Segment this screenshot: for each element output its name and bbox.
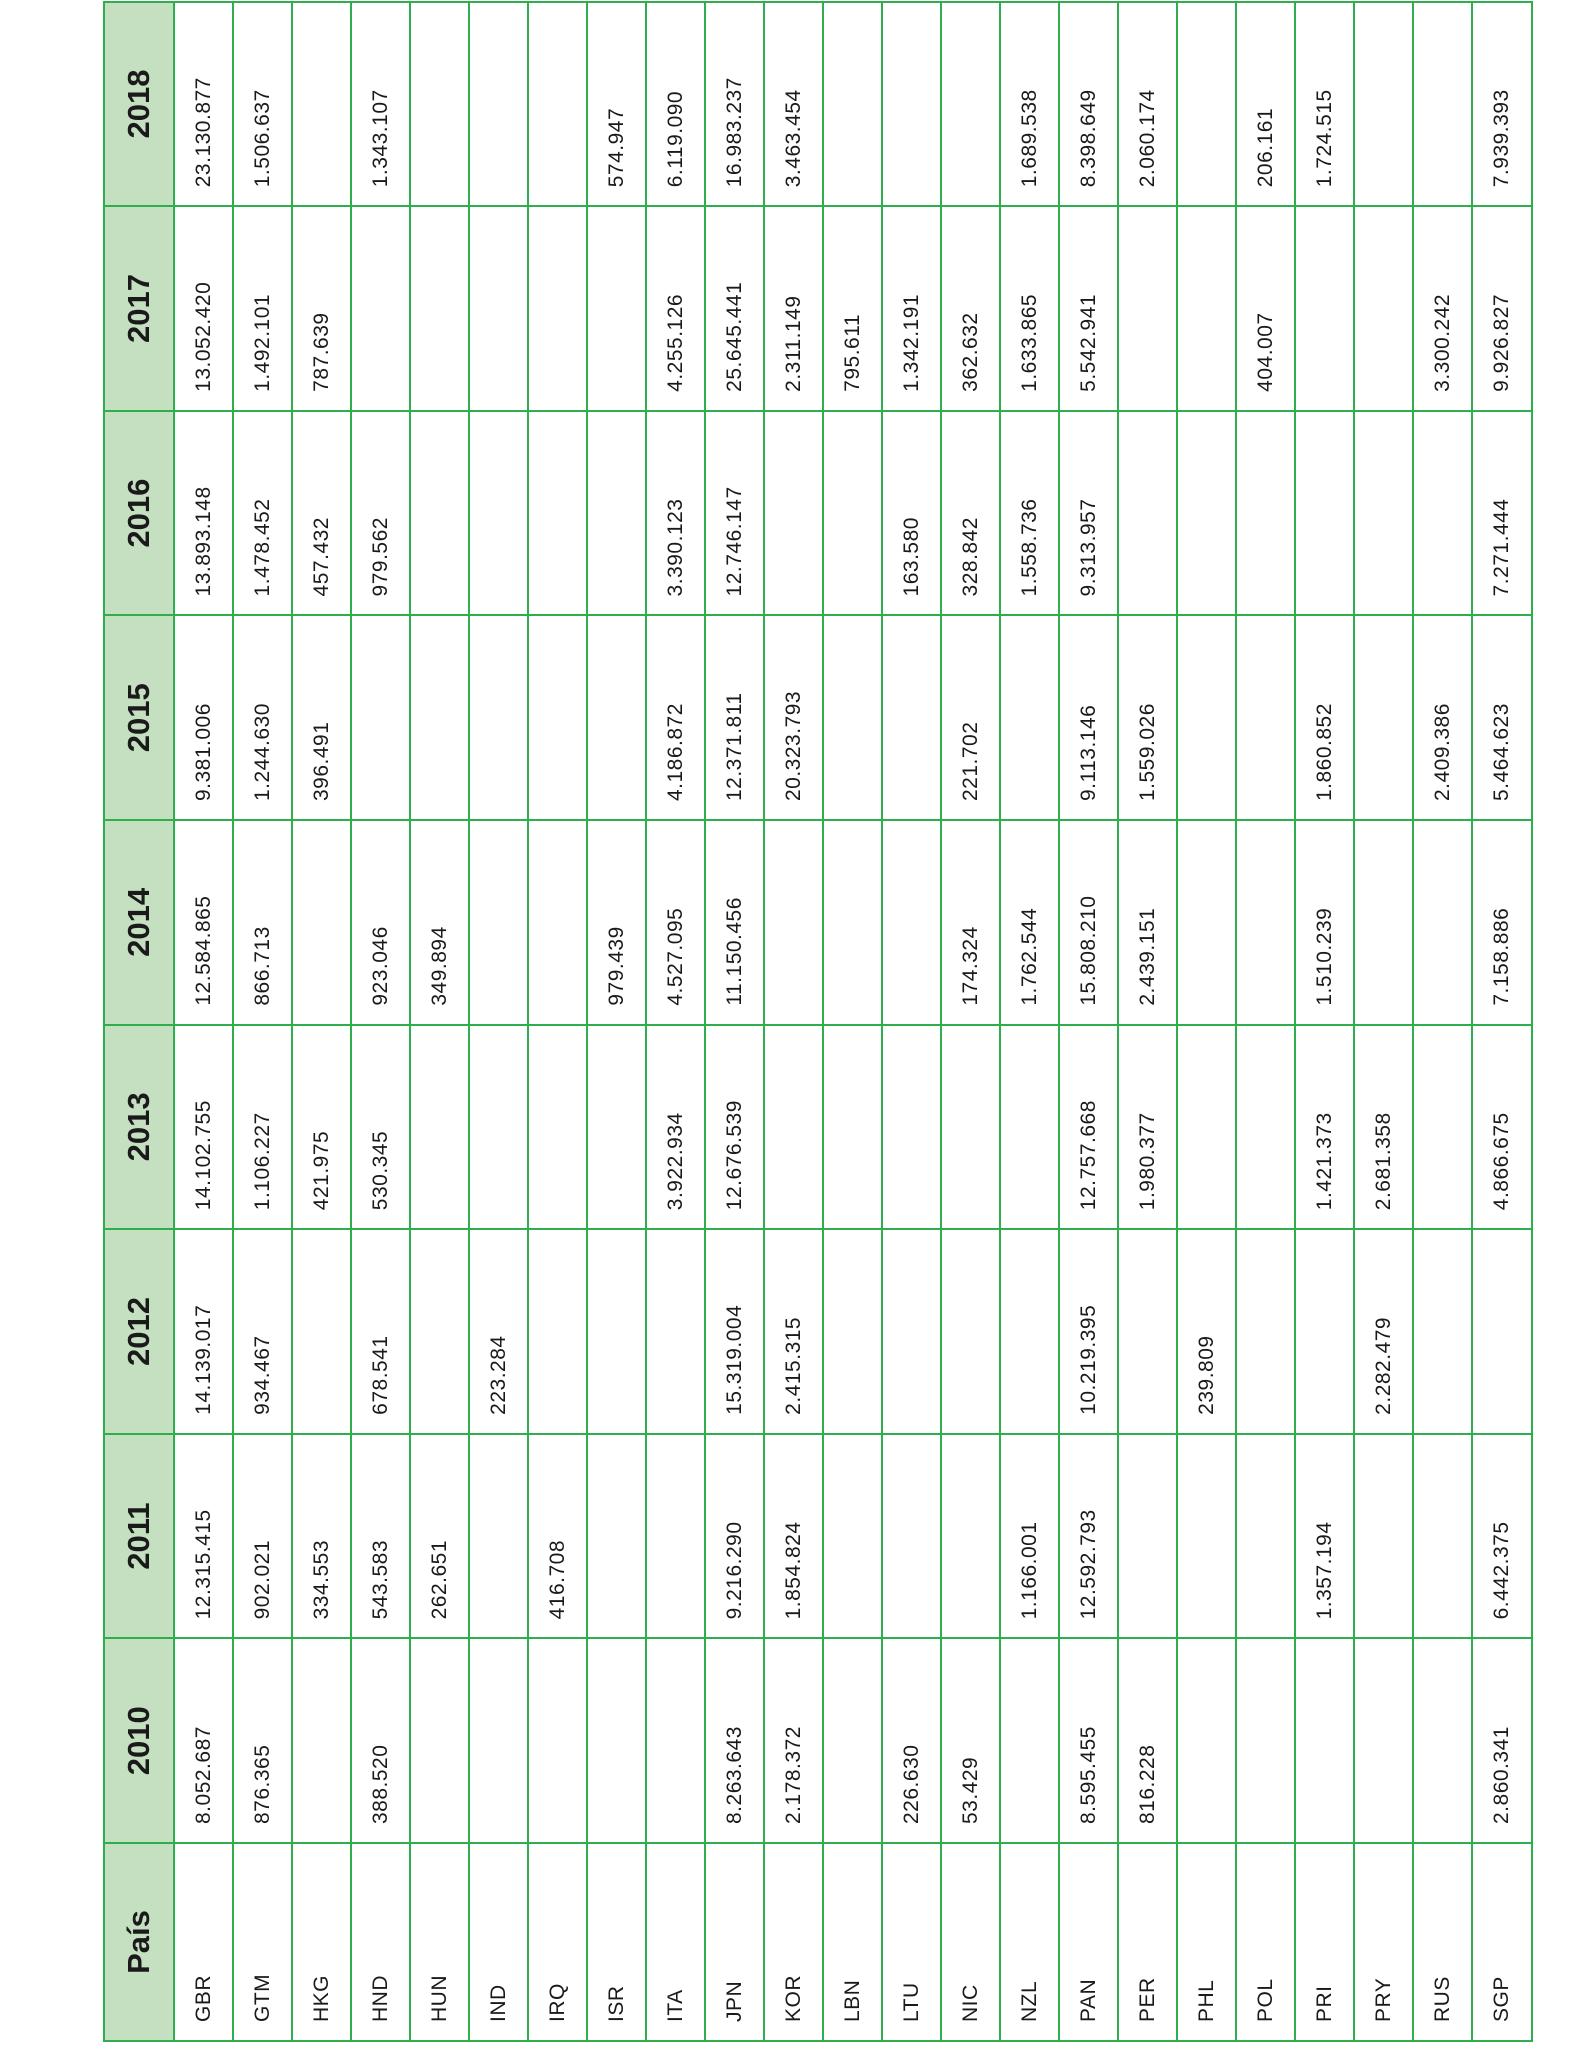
header-cell-year: 2012 [104,1229,174,1434]
value-cell [351,615,410,820]
header-cell-year: 2013 [104,1025,174,1230]
value-cell: 8.263.643 [705,1638,764,1843]
value-cell: 4.255.126 [646,206,705,411]
value-cell: 8.052.687 [174,1638,233,1843]
value-cell [882,820,941,1025]
country-year-table [103,1,1533,2042]
value-cell: 396.491 [292,615,351,820]
value-cell: 13.052.420 [174,206,233,411]
value-cell [1177,411,1236,616]
value-cell [528,615,587,820]
value-cell: 20.323.793 [764,615,823,820]
value-cell [882,1025,941,1230]
value-cell [823,615,882,820]
value-cell: 1.343.107 [351,2,410,207]
country-code-cell: HUN [410,1843,469,2041]
value-cell: 787.639 [292,206,351,411]
value-cell: 678.541 [351,1229,410,1434]
value-cell [1413,411,1472,616]
header-cell-year: 2011 [104,1434,174,1639]
value-cell: 816.228 [1118,1638,1177,1843]
value-cell: 13.893.148 [174,411,233,616]
value-cell: 1.854.824 [764,1434,823,1639]
value-cell: 5.542.941 [1059,206,1118,411]
value-cell: 7.158.886 [1472,820,1532,1025]
table-row [587,2,646,2041]
country-code-cell: KOR [764,1843,823,2041]
value-cell [1000,1025,1059,1230]
value-cell: 221.702 [941,615,1000,820]
value-cell: 10.219.395 [1059,1229,1118,1434]
value-cell [1354,615,1413,820]
header-cell-year: 2015 [104,615,174,820]
value-cell: 15.808.210 [1059,820,1118,1025]
value-cell: 530.345 [351,1025,410,1230]
value-cell: 2.860.341 [1472,1638,1532,1843]
value-cell: 416.708 [528,1434,587,1639]
value-cell: 457.432 [292,411,351,616]
country-code-cell: ISR [587,1843,646,2041]
value-cell [823,411,882,616]
value-cell: 9.216.290 [705,1434,764,1639]
table-row [941,2,1000,2041]
value-cell [469,411,528,616]
country-code-cell: LTU [882,1843,941,2041]
country-code-cell: HND [351,1843,410,2041]
value-cell: 3.922.934 [646,1025,705,1230]
value-cell: 2.409.386 [1413,615,1472,820]
value-cell: 349.894 [410,820,469,1025]
header-cell-year: 2016 [104,411,174,616]
value-cell: 11.150.456 [705,820,764,1025]
value-cell [1295,1229,1354,1434]
country-code-cell: PER [1118,1843,1177,2041]
value-cell: 12.592.793 [1059,1434,1118,1639]
value-cell [587,206,646,411]
value-cell [1354,1638,1413,1843]
table-row [1177,2,1236,2041]
value-cell: 404.007 [1236,206,1295,411]
value-cell: 7.271.444 [1472,411,1532,616]
value-cell [469,820,528,1025]
header-cell-country: País [104,1843,174,2041]
country-code-cell: NIC [941,1843,1000,2041]
table-row [1059,2,1118,2041]
country-code-cell: RUS [1413,1843,1472,2041]
value-cell [1177,820,1236,1025]
value-cell: 6.442.375 [1472,1434,1532,1639]
value-cell: 12.315.415 [174,1434,233,1639]
value-cell [1000,1229,1059,1434]
value-cell: 1.633.865 [1000,206,1059,411]
value-cell: 23.130.877 [174,2,233,207]
value-cell: 1.724.515 [1295,2,1354,207]
value-cell [292,820,351,1025]
value-cell [1354,820,1413,1025]
value-cell: 1.106.227 [233,1025,292,1230]
value-cell: 979.439 [587,820,646,1025]
value-cell [764,411,823,616]
table-row [528,2,587,2041]
value-cell: 3.463.454 [764,2,823,207]
table-row [646,2,705,2041]
value-cell [587,1434,646,1639]
value-cell: 1.510.239 [1295,820,1354,1025]
value-cell [410,206,469,411]
country-code-cell: PHL [1177,1843,1236,2041]
value-cell [469,1638,528,1843]
table-row [764,2,823,2041]
value-cell [1177,615,1236,820]
value-cell: 1.860.852 [1295,615,1354,820]
value-cell [764,1025,823,1230]
value-cell: 1.244.630 [233,615,292,820]
value-cell [587,1025,646,1230]
value-cell: 1.492.101 [233,206,292,411]
value-cell [764,820,823,1025]
value-cell [882,2,941,207]
value-cell: 795.611 [823,206,882,411]
value-cell: 334.553 [292,1434,351,1639]
value-cell: 902.021 [233,1434,292,1639]
value-cell [823,1638,882,1843]
value-cell: 362.632 [941,206,1000,411]
value-cell [646,1638,705,1843]
value-cell [292,2,351,207]
value-cell [646,1434,705,1639]
value-cell: 6.119.090 [646,2,705,207]
value-cell: 262.651 [410,1434,469,1639]
value-cell: 4.866.675 [1472,1025,1532,1230]
value-cell: 574.947 [587,2,646,207]
value-cell: 866.713 [233,820,292,1025]
value-cell: 12.584.865 [174,820,233,1025]
table-row [1354,2,1413,2041]
table-row [410,2,469,2041]
value-cell [941,1025,1000,1230]
header-cell-year: 2018 [104,2,174,207]
value-cell [1354,2,1413,207]
value-cell: 1.421.373 [1295,1025,1354,1230]
value-cell: 979.562 [351,411,410,616]
value-cell [410,2,469,207]
value-cell [1000,615,1059,820]
table-row [823,2,882,2041]
value-cell [1413,1025,1472,1230]
value-cell [1413,1434,1472,1639]
value-cell: 934.467 [233,1229,292,1434]
value-cell: 1.342.191 [882,206,941,411]
value-cell [1413,820,1472,1025]
value-cell [1295,206,1354,411]
value-cell: 1.166.001 [1000,1434,1059,1639]
value-cell [823,1025,882,1230]
table-row [233,2,292,2041]
value-cell: 388.520 [351,1638,410,1843]
value-cell [587,1638,646,1843]
value-cell [1236,615,1295,820]
value-cell [1118,411,1177,616]
value-cell [587,1229,646,1434]
value-cell [941,2,1000,207]
table-row [1000,2,1059,2041]
value-cell: 14.139.017 [174,1229,233,1434]
value-cell [823,2,882,207]
country-code-cell: GBR [174,1843,233,2041]
value-cell [1236,1434,1295,1639]
value-cell: 2.311.149 [764,206,823,411]
value-cell: 1.980.377 [1118,1025,1177,1230]
value-cell [469,206,528,411]
country-code-cell: JPN [705,1843,764,2041]
value-cell: 2.415.315 [764,1229,823,1434]
value-cell: 15.319.004 [705,1229,764,1434]
table-body [174,2,1532,2041]
table-row [351,2,410,2041]
table-row [1118,2,1177,2041]
value-cell: 16.983.237 [705,2,764,207]
table-row [1472,2,1532,2041]
value-cell: 53.429 [941,1638,1000,1843]
value-cell: 12.676.539 [705,1025,764,1230]
value-cell [1472,1229,1532,1434]
value-cell: 9.926.827 [1472,206,1532,411]
country-code-cell: NZL [1000,1843,1059,2041]
value-cell [528,1638,587,1843]
value-cell [882,615,941,820]
value-cell [1413,1229,1472,1434]
value-cell: 1.558.736 [1000,411,1059,616]
value-cell: 2.439.151 [1118,820,1177,1025]
value-cell: 4.527.095 [646,820,705,1025]
value-cell [1295,1638,1354,1843]
value-cell [1236,411,1295,616]
value-cell: 163.580 [882,411,941,616]
value-cell [410,615,469,820]
value-cell: 9.313.957 [1059,411,1118,616]
country-code-cell: IRQ [528,1843,587,2041]
country-code-cell: LBN [823,1843,882,2041]
country-code-cell: HKG [292,1843,351,2041]
value-cell: 1.762.544 [1000,820,1059,1025]
value-cell [528,206,587,411]
value-cell [941,1229,1000,1434]
country-code-cell: PRI [1295,1843,1354,2041]
value-cell: 9.113.146 [1059,615,1118,820]
table-row [1295,2,1354,2041]
value-cell [1177,1434,1236,1639]
value-cell [410,411,469,616]
value-cell: 543.583 [351,1434,410,1639]
value-cell [882,1229,941,1434]
value-cell [1413,2,1472,207]
value-cell [469,2,528,207]
value-cell [1000,1638,1059,1843]
value-cell: 25.645.441 [705,206,764,411]
value-cell [1413,1638,1472,1843]
value-cell: 1.506.637 [233,2,292,207]
value-cell: 1.689.538 [1000,2,1059,207]
value-cell [1295,411,1354,616]
value-cell: 226.630 [882,1638,941,1843]
value-cell: 9.381.006 [174,615,233,820]
country-code-cell: SGP [1472,1843,1532,2041]
value-cell: 1.559.026 [1118,615,1177,820]
header-cell-year: 2010 [104,1638,174,1843]
table-row [174,2,233,2041]
value-cell [469,1434,528,1639]
value-cell [292,1638,351,1843]
value-cell [410,1025,469,1230]
value-cell [410,1638,469,1843]
value-cell: 3.390.123 [646,411,705,616]
value-cell [1118,1229,1177,1434]
country-code-cell: PRY [1354,1843,1413,2041]
value-cell [587,411,646,616]
value-cell: 2.060.174 [1118,2,1177,207]
table-row [469,2,528,2041]
country-code-cell: IND [469,1843,528,2041]
value-cell [1236,1638,1295,1843]
value-cell: 174.324 [941,820,1000,1025]
value-cell [292,1229,351,1434]
value-cell: 328.842 [941,411,1000,616]
value-cell: 2.178.372 [764,1638,823,1843]
value-cell: 206.161 [1236,2,1295,207]
value-cell [469,615,528,820]
value-cell [1177,2,1236,207]
value-cell [823,1229,882,1434]
table-row [882,2,941,2041]
value-cell: 239.809 [1177,1229,1236,1434]
value-cell: 876.365 [233,1638,292,1843]
value-cell: 1.357.194 [1295,1434,1354,1639]
header-cell-year: 2017 [104,206,174,411]
value-cell [351,206,410,411]
value-cell [1118,206,1177,411]
value-cell [1354,206,1413,411]
value-cell: 1.478.452 [233,411,292,616]
value-cell [1118,1434,1177,1639]
table-row [1236,2,1295,2041]
value-cell [1177,1638,1236,1843]
value-cell: 2.681.358 [1354,1025,1413,1230]
table-row [705,2,764,2041]
value-cell: 3.300.242 [1413,206,1472,411]
value-cell [528,1229,587,1434]
value-cell [528,2,587,207]
value-cell: 8.595.455 [1059,1638,1118,1843]
country-code-cell: POL [1236,1843,1295,2041]
table-row [292,2,351,2041]
value-cell: 5.464.623 [1472,615,1532,820]
value-cell [823,820,882,1025]
value-cell [1354,1434,1413,1639]
value-cell [587,615,646,820]
table-header-row [104,2,174,2041]
value-cell [646,1229,705,1434]
value-cell [1177,206,1236,411]
value-cell [1354,411,1413,616]
value-cell [882,1434,941,1639]
value-cell: 12.371.811 [705,615,764,820]
value-cell [1236,1025,1295,1230]
value-cell: 923.046 [351,820,410,1025]
value-cell [823,1434,882,1639]
table-row [1413,2,1472,2041]
value-cell [1236,820,1295,1025]
value-cell: 12.746.147 [705,411,764,616]
value-cell [528,1025,587,1230]
country-code-cell: ITA [646,1843,705,2041]
value-cell: 7.939.393 [1472,2,1532,207]
value-cell [528,820,587,1025]
value-cell: 2.282.479 [1354,1229,1413,1434]
value-cell [528,411,587,616]
value-cell: 4.186.872 [646,615,705,820]
value-cell: 8.398.649 [1059,2,1118,207]
value-cell [1236,1229,1295,1434]
value-cell: 223.284 [469,1229,528,1434]
country-code-cell: PAN [1059,1843,1118,2041]
value-cell: 12.757.668 [1059,1025,1118,1230]
country-code-cell: GTM [233,1843,292,2041]
value-cell: 421.975 [292,1025,351,1230]
value-cell [410,1229,469,1434]
header-cell-year: 2014 [104,820,174,1025]
value-cell: 14.102.755 [174,1025,233,1230]
value-cell [941,1434,1000,1639]
value-cell [1177,1025,1236,1230]
value-cell [469,1025,528,1230]
